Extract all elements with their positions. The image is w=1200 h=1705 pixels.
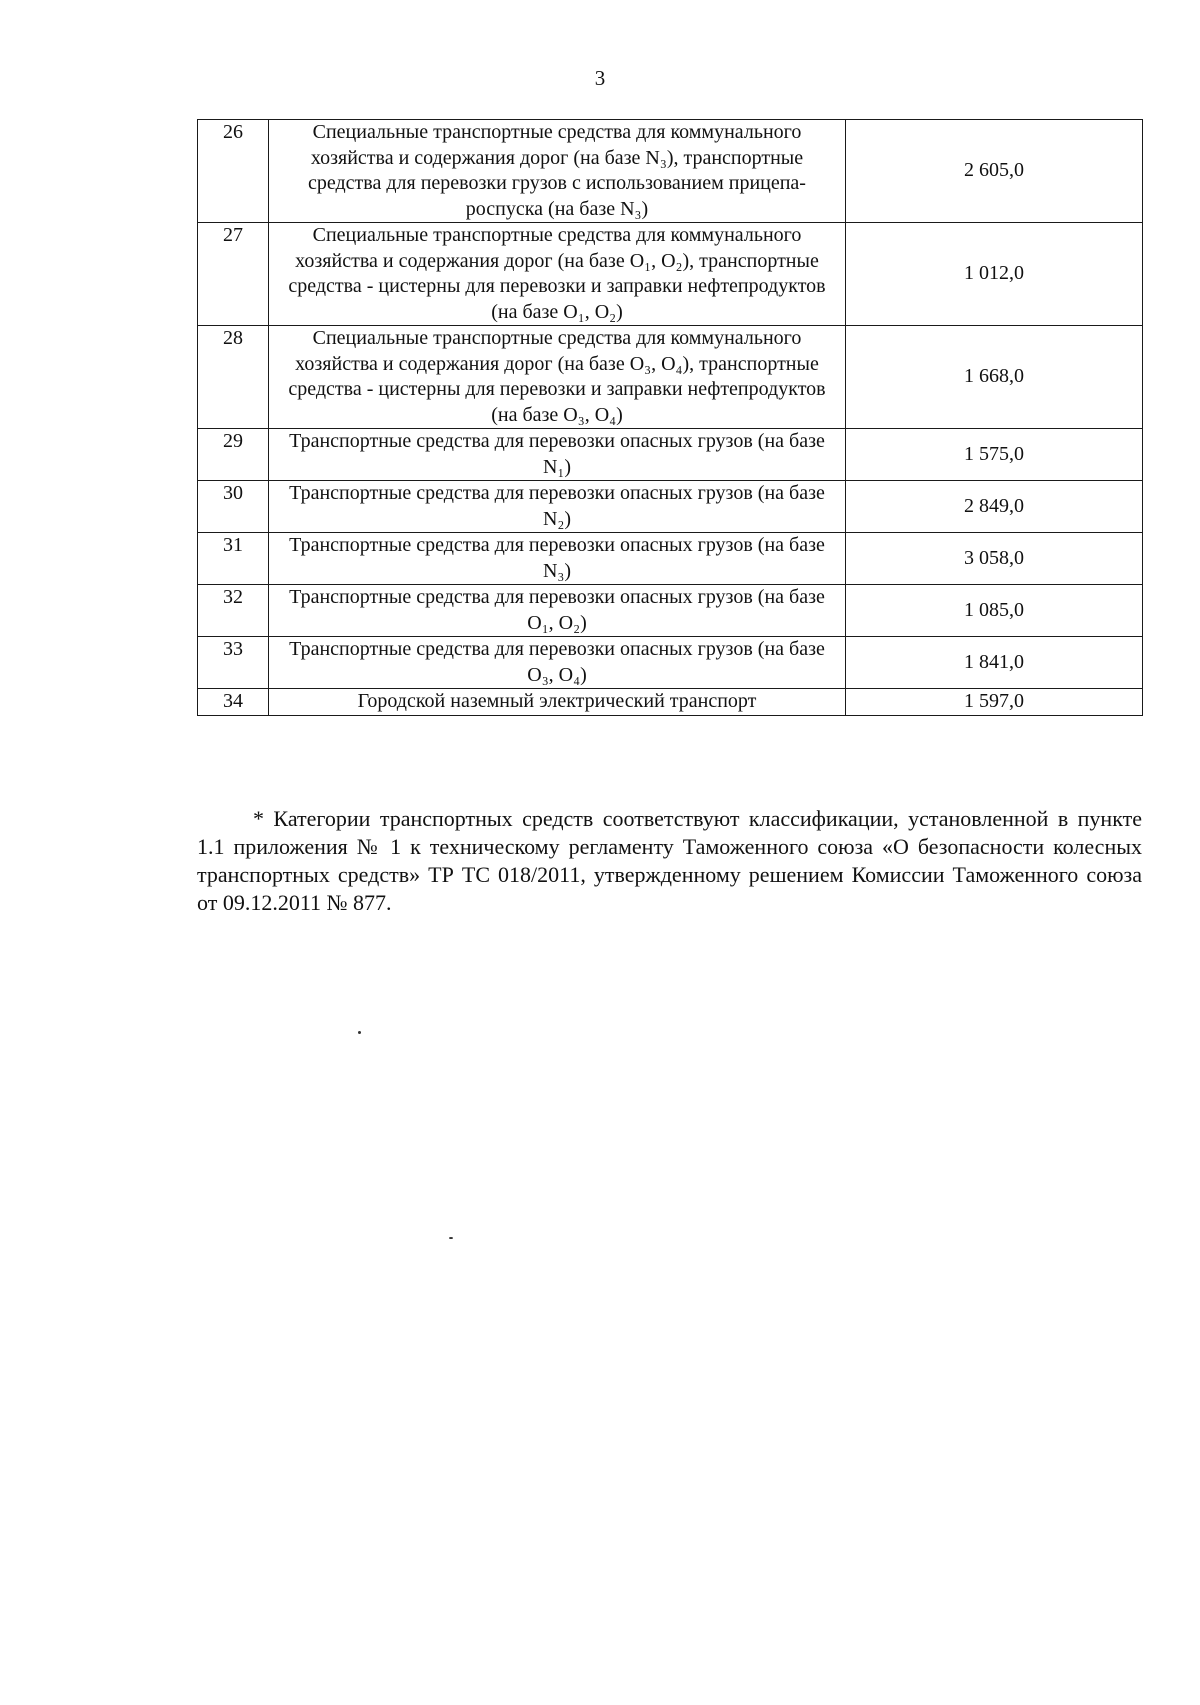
table-row bbox=[198, 223, 1143, 326]
row-value: 1 668,0 bbox=[846, 326, 1143, 429]
scan-speck bbox=[358, 1031, 361, 1034]
row-value: 1 841,0 bbox=[846, 637, 1143, 689]
row-description: Транспортные средства для перевозки опасных грузов (на базе O₃, O₄) bbox=[269, 637, 846, 689]
row-number: 31 bbox=[198, 533, 269, 585]
table-row bbox=[198, 326, 1143, 429]
row-value: 1 085,0 bbox=[846, 585, 1143, 637]
fee-table bbox=[197, 119, 1143, 716]
row-value: 3 058,0 bbox=[846, 533, 1143, 585]
row-description: Специальные транспортные средства для коммунального хозяйства и содержания дорог (на базе O₃, O₄), транспортные средства - цистерны для перевозки и заправки нефтепродуктов (на базе O₃, O₄) bbox=[269, 326, 846, 429]
row-value: 2 605,0 bbox=[846, 120, 1143, 223]
row-description: Специальные транспортные средства для коммунального хозяйства и содержания дорог (на базе O₁, O₂), транспортные средства - цистерны для перевозки и заправки нефтепродуктов (на базе O₁, O₂) bbox=[269, 223, 846, 326]
table-row bbox=[198, 429, 1143, 481]
row-number: 27 bbox=[198, 223, 269, 326]
row-value: 1 575,0 bbox=[846, 429, 1143, 481]
table-row bbox=[198, 637, 1143, 689]
table-row bbox=[198, 585, 1143, 637]
row-value: 1 012,0 bbox=[846, 223, 1143, 326]
row-value: 1 597,0 bbox=[846, 689, 1143, 716]
page-number: 3 bbox=[594, 66, 606, 90]
table-row bbox=[198, 533, 1143, 585]
row-number: 32 bbox=[198, 585, 269, 637]
row-description: Транспортные средства для перевозки опасных грузов (на базе O₁, O₂) bbox=[269, 585, 846, 637]
row-description: Транспортные средства для перевозки опасных грузов (на базе N₁) bbox=[269, 429, 846, 481]
row-number: 28 bbox=[198, 326, 269, 429]
row-description: Транспортные средства для перевозки опасных грузов (на базе N₂) bbox=[269, 481, 846, 533]
row-description: Городской наземный электрический транспорт bbox=[269, 689, 846, 716]
scan-speck bbox=[449, 1237, 453, 1239]
row-number: 26 bbox=[198, 120, 269, 223]
footnote: * Категории транспортных средств соответствуют классификации, установленной в пункте 1.1 приложения № 1 к техническому регламенту Таможенного союза «О безопасности колесных транспортных средств» ТР ТС 018/2011, утвержденному решением Комиссии Таможенного союза от 09.12.2011 № 877. bbox=[197, 806, 1142, 915]
row-number: 30 bbox=[198, 481, 269, 533]
table-row bbox=[198, 481, 1143, 533]
row-number: 34 bbox=[198, 689, 269, 716]
row-description: Специальные транспортные средства для коммунального хозяйства и содержания дорог (на базе N₃), транспортные средства для перевозки грузов с использованием прицепа-роспуска (на базе N₃) bbox=[269, 120, 846, 223]
table-row bbox=[198, 689, 1143, 716]
row-description: Транспортные средства для перевозки опасных грузов (на базе N₃) bbox=[269, 533, 846, 585]
row-number: 29 bbox=[198, 429, 269, 481]
table-row bbox=[198, 120, 1143, 223]
row-number: 33 bbox=[198, 637, 269, 689]
row-value: 2 849,0 bbox=[846, 481, 1143, 533]
